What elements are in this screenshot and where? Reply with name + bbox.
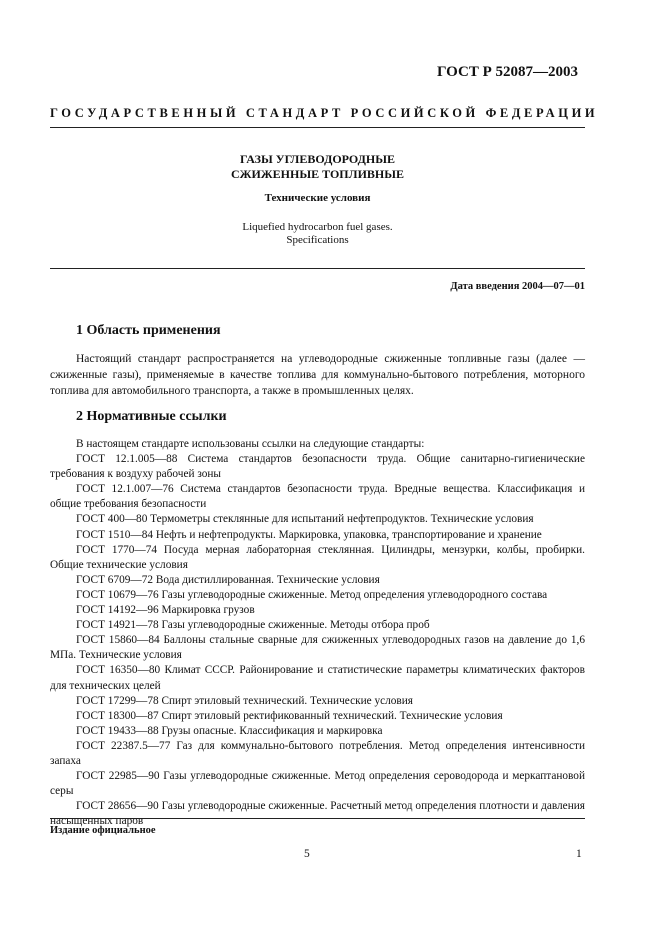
document-subtitle: Технические условия [264, 192, 371, 204]
section-1-heading: 1 Область применения [76, 323, 221, 338]
reference-item: ГОСТ 10679—76 Газы углеводородные сжиженные. Метод определения углеводородного состава [76, 588, 548, 601]
organization-heading: ГОСУДАРСТВЕННЫЙ СТАНДАРТ РОССИЙСКОЙ ФЕДЕРАЦИИ [50, 106, 599, 120]
reference-item: ГОСТ 18300—87 Спирт этиловый ректификованный технический. Технические условия [76, 709, 503, 722]
document-title [50, 152, 585, 182]
reference-item: ГОСТ 6709—72 Вода дистиллированная. Технические условия [76, 573, 380, 586]
references-intro: В настоящем стандарте использованы ссылки на следующие стандарты: [76, 438, 425, 450]
reference-item: ГОСТ 1510—84 Нефть и нефтепродукты. Маркировка, упаковка, транспортирование и хранение [76, 528, 542, 541]
reference-item: ГОСТ 22387.5—77 Газ для коммунально-бытового потребления. Метод определения интенсивности запаха [50, 739, 585, 767]
edition-label: Издание официальное [50, 825, 156, 836]
reference-item: ГОСТ 1770—74 Посуда мерная лабораторная стеклянная. Цилиндры, мензурки, колбы, пробирки. Общие технические условия [50, 543, 585, 571]
reference-item: ГОСТ 12.1.005—88 Система стандартов безопасности труда. Общие санитарно-гигиенические требования к воздуху рабочей зоны [50, 453, 585, 481]
title-line-2: СЖИЖЕННЫЕ ТОПЛИВНЫЕ [230, 167, 405, 181]
standard-code: ГОСТ Р 52087—2003 [436, 64, 578, 80]
title-line-1: ГАЗЫ УГЛЕВОДОРОДНЫЕ [239, 152, 396, 166]
reference-item: ГОСТ 14921—78 Газы углеводородные сжиженные. Методы отбора проб [76, 619, 430, 632]
reference-item: ГОСТ 17299—78 Спирт этиловый технический. Технические условия [76, 694, 413, 707]
reference-item: ГОСТ 28656—90 Газы углеводородные сжиженные. Расчетный метод определения плотности и давления насыщенных паров [50, 800, 585, 828]
english-title [50, 221, 585, 247]
reference-item: ГОСТ 15860—84 Баллоны стальные сварные для сжиженных углеводородных газов на давление до 1,6 МПа. Технические условия [50, 634, 585, 662]
normative-references [50, 437, 585, 829]
sheet-number: 1 [576, 848, 582, 860]
section-1-body [50, 351, 585, 399]
reference-item: ГОСТ 12.1.007—76 Система стандартов безопасности труда. Вредные вещества. Классификация и общие требования безопасности [50, 483, 585, 511]
reference-item: ГОСТ 400—80 Термометры стеклянные для испытаний нефтепродуктов. Технические условия [76, 513, 534, 526]
reference-item: ГОСТ 14192—96 Маркировка грузов [76, 604, 255, 617]
reference-item: ГОСТ 19433—88 Грузы опасные. Классификация и маркировка [76, 724, 383, 737]
page-number: 5 [304, 848, 310, 860]
english-title-line-1: Liquefied hydrocarbon fuel gases. [242, 221, 393, 233]
english-title-line-2: Specifications [286, 234, 349, 246]
section-2-heading: 2 Нормативные ссылки [76, 409, 227, 424]
introduction-date: Дата введения 2004—07—01 [450, 281, 585, 292]
section-1-paragraph: Настоящий стандарт распространяется на углеводородные сжиженные топливные газы (далее — сжиженные газы), применяемые в качестве топлива для коммунально-бытового потребления, моторного топлива для автомобильного транспорта, а также в промышленных целях. [50, 353, 585, 397]
reference-item: ГОСТ 22985—90 Газы углеводородные сжиженные. Метод определения сероводорода и меркаптановой серы [50, 770, 585, 798]
top-rule-divider [50, 127, 585, 128]
reference-item: ГОСТ 16350—80 Климат СССР. Районирование и статистические параметры климатических факторов для технических целей [50, 664, 585, 692]
footer-rule-divider [50, 818, 585, 819]
title-block-rule-divider [50, 268, 585, 269]
